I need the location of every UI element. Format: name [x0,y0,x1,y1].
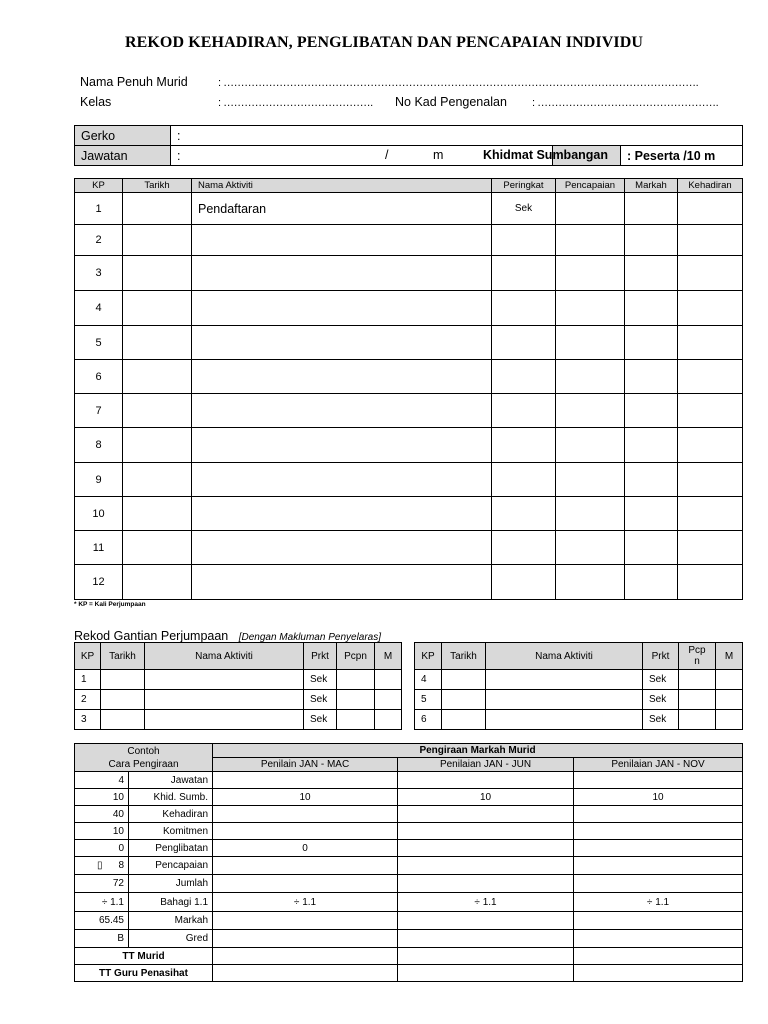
markah-cell[interactable] [625,225,678,256]
ganti-prkt-cell[interactable]: Sek [304,670,337,690]
gerko-table [74,125,743,166]
jan-jun-cell[interactable]: 10 [398,789,574,806]
pencapaian-cell[interactable] [556,326,625,360]
jan-jun-cell[interactable] [398,857,574,875]
contoh-value [75,840,129,857]
tt-murid-label: TT Murid [75,948,213,965]
ganti-col-tarikh: Tarikh [101,643,145,670]
ganti-prkt-cell[interactable]: Sek [643,690,679,710]
period-jan-nov: Penilaian JAN - NOV [574,758,743,772]
gerko-label: Gerko [75,126,171,146]
main-table-header [75,179,743,193]
ganti-right-col-pcpn: Pcp n [679,643,716,670]
tt-murid-cell[interactable] [398,948,574,965]
kehadiran-cell[interactable] [678,463,743,497]
pengiraan-row [75,857,743,875]
jan-jun-cell[interactable] [398,930,574,948]
pencapaian-cell[interactable] [556,428,625,463]
markah-cell[interactable] [625,193,678,225]
jan-mac-cell[interactable] [213,772,398,789]
contoh-value-text: 65.45 [98,915,124,926]
kehadiran-cell[interactable] [678,225,743,256]
contoh-value [75,789,129,806]
tt-guru-label: TT Guru Penasihat [75,965,213,982]
tarikh-cell[interactable] [123,326,192,360]
jan-mac-cell[interactable]: 10 [213,789,398,806]
ganti-pcpn-cell[interactable] [337,690,375,710]
markah-cell[interactable] [625,256,678,291]
contoh-value [75,772,129,789]
ganti-m-cell[interactable] [375,670,402,690]
pencapaian-cell[interactable] [556,531,625,565]
ganti-kp-cell: 2 [75,690,101,710]
tarikh-cell[interactable] [123,256,192,291]
pengiraan-row [75,789,743,806]
jan-jun-cell[interactable] [398,806,574,823]
markah-cell[interactable] [625,531,678,565]
ganti-prkt-cell[interactable]: Sek [304,710,337,730]
kp-cell: 8 [75,428,123,463]
ganti-col-kp: KP [75,643,101,670]
peringkat-cell[interactable]: Sek [492,193,556,225]
jawatan-m: m [433,148,444,162]
aktiviti-cell[interactable] [192,326,492,360]
tarikh-cell[interactable] [123,463,192,497]
markah-cell[interactable] [625,360,678,394]
markah-cell[interactable] [625,291,678,326]
tarikh-cell[interactable] [123,531,192,565]
contoh-value [75,823,129,840]
ganti-table-right [414,642,743,730]
kehadiran-cell[interactable] [678,497,743,531]
ganti-tarikh-cell[interactable] [101,710,145,730]
jan-jun-cell[interactable] [398,875,574,893]
kp-cell: 6 [75,360,123,394]
kelas-field[interactable]: : ……………………………………. [218,97,373,109]
contoh-label: Bahagi 1.1 [129,893,213,912]
ganti-prkt-cell[interactable]: Sek [643,670,679,690]
table-row [75,565,743,600]
kp-cell: 9 [75,463,123,497]
pengiraan-row [75,893,743,912]
markah-cell[interactable] [625,463,678,497]
ganti-table-left [74,642,402,730]
contoh-value-text: ÷ 1.1 [101,896,124,908]
tarikh-cell[interactable] [123,497,192,531]
contoh-value-text: 10 [112,825,124,837]
kehadiran-cell[interactable] [678,256,743,291]
ganti-col-m: M [375,643,402,670]
table-row [75,428,743,463]
pencapaian-cell[interactable] [556,291,625,326]
pengiraan-row [75,772,743,789]
markah-cell[interactable] [625,394,678,428]
table-row [75,497,743,531]
pencapaian-cell[interactable] [556,193,625,225]
pencapaian-cell[interactable] [556,394,625,428]
pencapaian-cell[interactable] [556,360,625,394]
ganti-tarikh-cell[interactable] [101,670,145,690]
table-row [75,394,743,428]
contoh-label: Penglibatan [129,840,213,857]
jan-nov-cell[interactable] [574,806,743,823]
ganti-tarikh-cell[interactable] [442,710,486,730]
contoh-value-text: 10 [112,791,124,803]
jan-mac-cell[interactable] [213,930,398,948]
ganti-pcpn-cell[interactable] [679,710,716,730]
markah-cell[interactable] [625,565,678,600]
table-row [75,531,743,565]
pengiraan-row [75,912,743,930]
jan-jun-cell[interactable] [398,772,574,789]
ganti-m-cell[interactable] [716,710,743,730]
pengiraan-row [75,875,743,893]
peringkat-cell[interactable] [492,394,556,428]
aktiviti-cell[interactable] [192,225,492,256]
contoh-label: Markah [129,912,213,930]
markah-cell[interactable] [625,428,678,463]
contoh-value [75,875,129,893]
contoh-label: Contoh Cara Pengiraan [75,744,213,772]
table-row [75,291,743,326]
jan-mac-cell[interactable]: ÷ 1.1 [213,893,398,912]
col-markah: Markah [625,179,678,193]
footnote: * KP = Kali Perjumpaan [74,601,146,608]
pencapaian-cell[interactable] [556,256,625,291]
ganti-row [75,690,402,710]
ganti-row [75,710,402,730]
tt-guru-cell[interactable] [574,965,743,982]
pengiraan-row [75,840,743,857]
page-title: REKOD KEHADIRAN, PENGLIBATAN DAN PENCAPAIAN INDIVIDU [124,34,644,51]
ganti-title: Rekod Ganti [74,629,144,643]
kp-cell: 4 [75,291,123,326]
period-jan-jun: Penilaian JAN - JUN [398,758,574,772]
tarikh-cell[interactable] [123,565,192,600]
ganti-row [75,670,402,690]
ganti-col-pcpn: Pcpn [337,643,375,670]
col-peringkat: Peringkat [492,179,556,193]
peringkat-cell[interactable] [492,497,556,531]
jan-mac-cell[interactable] [213,912,398,930]
checkbox-icon: ▯ [97,860,103,871]
ganti-col-prkt: Prkt [304,643,337,670]
contoh-value-text: 4 [118,774,124,786]
ganti-right-col-m: M [716,643,743,670]
period-jan-mac: Penilain JAN - MAC [213,758,398,772]
kp-cell: 3 [75,256,123,291]
tarikh-cell[interactable] [123,360,192,394]
contoh-label: Jawatan [129,772,213,789]
pengiraan-row [75,823,743,840]
jan-nov-cell[interactable] [574,823,743,840]
tt-murid-cell[interactable] [213,948,398,965]
jan-mac-cell[interactable] [213,823,398,840]
jan-nov-cell[interactable] [574,772,743,789]
ganti-pcpn-cell[interactable] [337,710,375,730]
col-pencapaian: Pencapaian [556,179,625,193]
aktiviti-cell[interactable] [192,531,492,565]
ganti-m-cell[interactable] [375,710,402,730]
pencapaian-cell[interactable] [556,463,625,497]
tarikh-cell[interactable] [123,225,192,256]
ganti-aktiviti-cell[interactable] [486,670,643,690]
ganti-right-col-tarikh: Tarikh [442,643,486,670]
col-kehadiran: Kehadiran [678,179,743,193]
kp-cell: 1 [75,193,123,225]
jan-mac-cell[interactable] [213,806,398,823]
ganti-row [415,670,743,690]
peringkat-cell[interactable] [492,565,556,600]
kehadiran-cell[interactable] [678,360,743,394]
ganti-subtitle: [Dengan Makluman Penyelaras] [238,632,382,643]
pencapaian-cell[interactable] [556,225,625,256]
ganti-tarikh-cell[interactable] [101,690,145,710]
contoh-label: Pencapaian [129,857,213,875]
ganti-kp-cell: 4 [415,670,442,690]
ganti-title-rest: an Perjumpaan [143,629,229,643]
pengiraan-row [75,806,743,823]
aktiviti-cell[interactable] [192,394,492,428]
pengiraan-header: Pengiraan Markah Murid [213,744,743,758]
gerko-field[interactable]: : [171,126,743,146]
kp-cell: 12 [75,565,123,600]
contoh-value-text: 40 [112,808,124,820]
kelas-label: Kelas [80,95,112,109]
jan-nov-cell[interactable] [574,912,743,930]
tt-guru-cell[interactable] [398,965,574,982]
peringkat-cell[interactable] [492,291,556,326]
pencapaian-cell[interactable] [556,565,625,600]
kp-cell: 10 [75,497,123,531]
jan-jun-cell[interactable] [398,840,574,857]
contoh-value-text: 72 [112,878,124,889]
table-row [75,225,743,256]
ganti-col-aktiviti: Nama Aktiviti [145,643,304,670]
ganti-right-col-kp: KP [415,643,442,670]
kp-cell: 5 [75,326,123,360]
tarikh-cell[interactable] [123,428,192,463]
table-row [75,193,743,225]
nokad-field[interactable]: : ……………………………………………. [532,97,719,109]
kehadiran-cell[interactable] [678,428,743,463]
contoh-value [75,912,129,930]
ganti-row [415,690,743,710]
jan-nov-cell[interactable]: 10 [574,789,743,806]
ganti-row [415,710,743,730]
jawatan-label: Jawatan [75,146,171,166]
peringkat-cell[interactable] [492,225,556,256]
ganti-right-col-aktiviti: Nama Aktiviti [486,643,643,670]
contoh-label: Komitmen [129,823,213,840]
ganti-pcpn-cell[interactable] [679,670,716,690]
contoh-label: Khid. Sumb. [129,789,213,806]
tarikh-cell[interactable] [123,193,192,225]
pengiraan-table [74,743,743,982]
ganti-aktiviti-cell[interactable] [486,690,643,710]
nokad-label: No Kad Pengenalan [395,95,507,109]
contoh-value-text: 8 [118,860,124,871]
jan-jun-cell[interactable] [398,823,574,840]
aktiviti-cell[interactable] [192,497,492,531]
kehadiran-cell[interactable] [678,326,743,360]
peringkat-cell[interactable] [492,463,556,497]
ganti-kp-cell: 6 [415,710,442,730]
jan-nov-cell[interactable] [574,857,743,875]
peringkat-cell[interactable] [492,326,556,360]
aktiviti-cell[interactable] [192,463,492,497]
contoh-value [75,806,129,823]
jan-nov-cell[interactable] [574,875,743,893]
ganti-prkt-cell[interactable]: Sek [643,710,679,730]
aktiviti-cell[interactable] [192,256,492,291]
tt-guru-cell[interactable] [213,965,398,982]
khidmat-label-text: Khidmat Sumbangan [483,148,609,162]
contoh-value [75,857,129,875]
jan-mac-cell[interactable] [213,857,398,875]
tarikh-cell[interactable] [123,291,192,326]
table-row [75,463,743,497]
table-row [75,256,743,291]
kp-cell: 11 [75,531,123,565]
ganti-kp-cell: 5 [415,690,442,710]
pencapaian-cell[interactable] [556,497,625,531]
kehadiran-cell[interactable] [678,394,743,428]
contoh-value-text: 0 [118,842,124,854]
contoh-value [75,893,129,912]
ganti-tarikh-cell[interactable] [442,690,486,710]
ganti-aktiviti-cell[interactable] [145,670,304,690]
ganti-kp-cell: 3 [75,710,101,730]
col-kp: KP [75,179,123,193]
contoh-value-text: B [117,933,124,944]
aktiviti-cell[interactable] [192,428,492,463]
ganti-m-cell[interactable] [716,670,743,690]
peringkat-cell[interactable] [492,256,556,291]
contoh-value [75,930,129,948]
ganti-tarikh-cell[interactable] [442,670,486,690]
tarikh-cell[interactable] [123,394,192,428]
jan-jun-cell[interactable] [398,912,574,930]
table-row [75,360,743,394]
col-nama-aktiviti: Nama Aktiviti [192,179,492,193]
markah-cell[interactable] [625,326,678,360]
ganti-pcpn-cell[interactable] [337,670,375,690]
ganti-aktiviti-cell[interactable] [145,690,304,710]
ganti-prkt-cell[interactable]: Sek [304,690,337,710]
peringkat-cell[interactable] [492,360,556,394]
nama-label: Nama Penuh Murid [80,75,188,89]
table-row [75,326,743,360]
peringkat-cell[interactable] [492,428,556,463]
kehadiran-cell[interactable] [678,193,743,225]
jawatan-slash: / [385,148,389,162]
col-tarikh: Tarikh [123,179,192,193]
nama-field[interactable]: : ………………………………………………………………………………………………………………………. [218,77,699,89]
ganti-right-col-prkt: Prkt [643,643,679,670]
markah-cell[interactable] [625,497,678,531]
pengiraan-row [75,930,743,948]
kehadiran-cell[interactable] [678,565,743,600]
jan-jun-cell[interactable]: ÷ 1.1 [398,893,574,912]
ganti-aktiviti-cell[interactable] [145,710,304,730]
kp-cell: 7 [75,394,123,428]
ganti-pcpn-cell[interactable] [679,690,716,710]
tt-guru-row [75,965,743,982]
jan-mac-cell[interactable] [213,875,398,893]
kp-cell: 2 [75,225,123,256]
jan-nov-cell[interactable] [574,930,743,948]
tt-murid-row [75,948,743,965]
contoh-label: Gred [129,930,213,948]
aktiviti-cell[interactable]: Pendaftaran [192,193,492,225]
aktiviti-cell[interactable] [192,291,492,326]
ganti-kp-cell: 1 [75,670,101,690]
khidmat-value: : Peserta /10 m [621,146,743,166]
ganti-m-cell[interactable] [375,690,402,710]
ganti-aktiviti-cell[interactable] [486,710,643,730]
jawatan-field[interactable]: : / m [171,146,553,166]
jan-nov-cell[interactable]: ÷ 1.1 [574,893,743,912]
contoh-label: Kehadiran [129,806,213,823]
contoh-label: Jumlah [129,875,213,893]
kehadiran-cell[interactable] [678,531,743,565]
kehadiran-cell[interactable] [678,291,743,326]
jan-mac-cell[interactable]: 0 [213,840,398,857]
aktiviti-cell[interactable] [192,565,492,600]
peringkat-cell[interactable] [492,531,556,565]
ganti-m-cell[interactable] [716,690,743,710]
tt-murid-cell[interactable] [574,948,743,965]
jan-nov-cell[interactable] [574,840,743,857]
aktiviti-cell[interactable] [192,360,492,394]
main-table [74,178,743,600]
